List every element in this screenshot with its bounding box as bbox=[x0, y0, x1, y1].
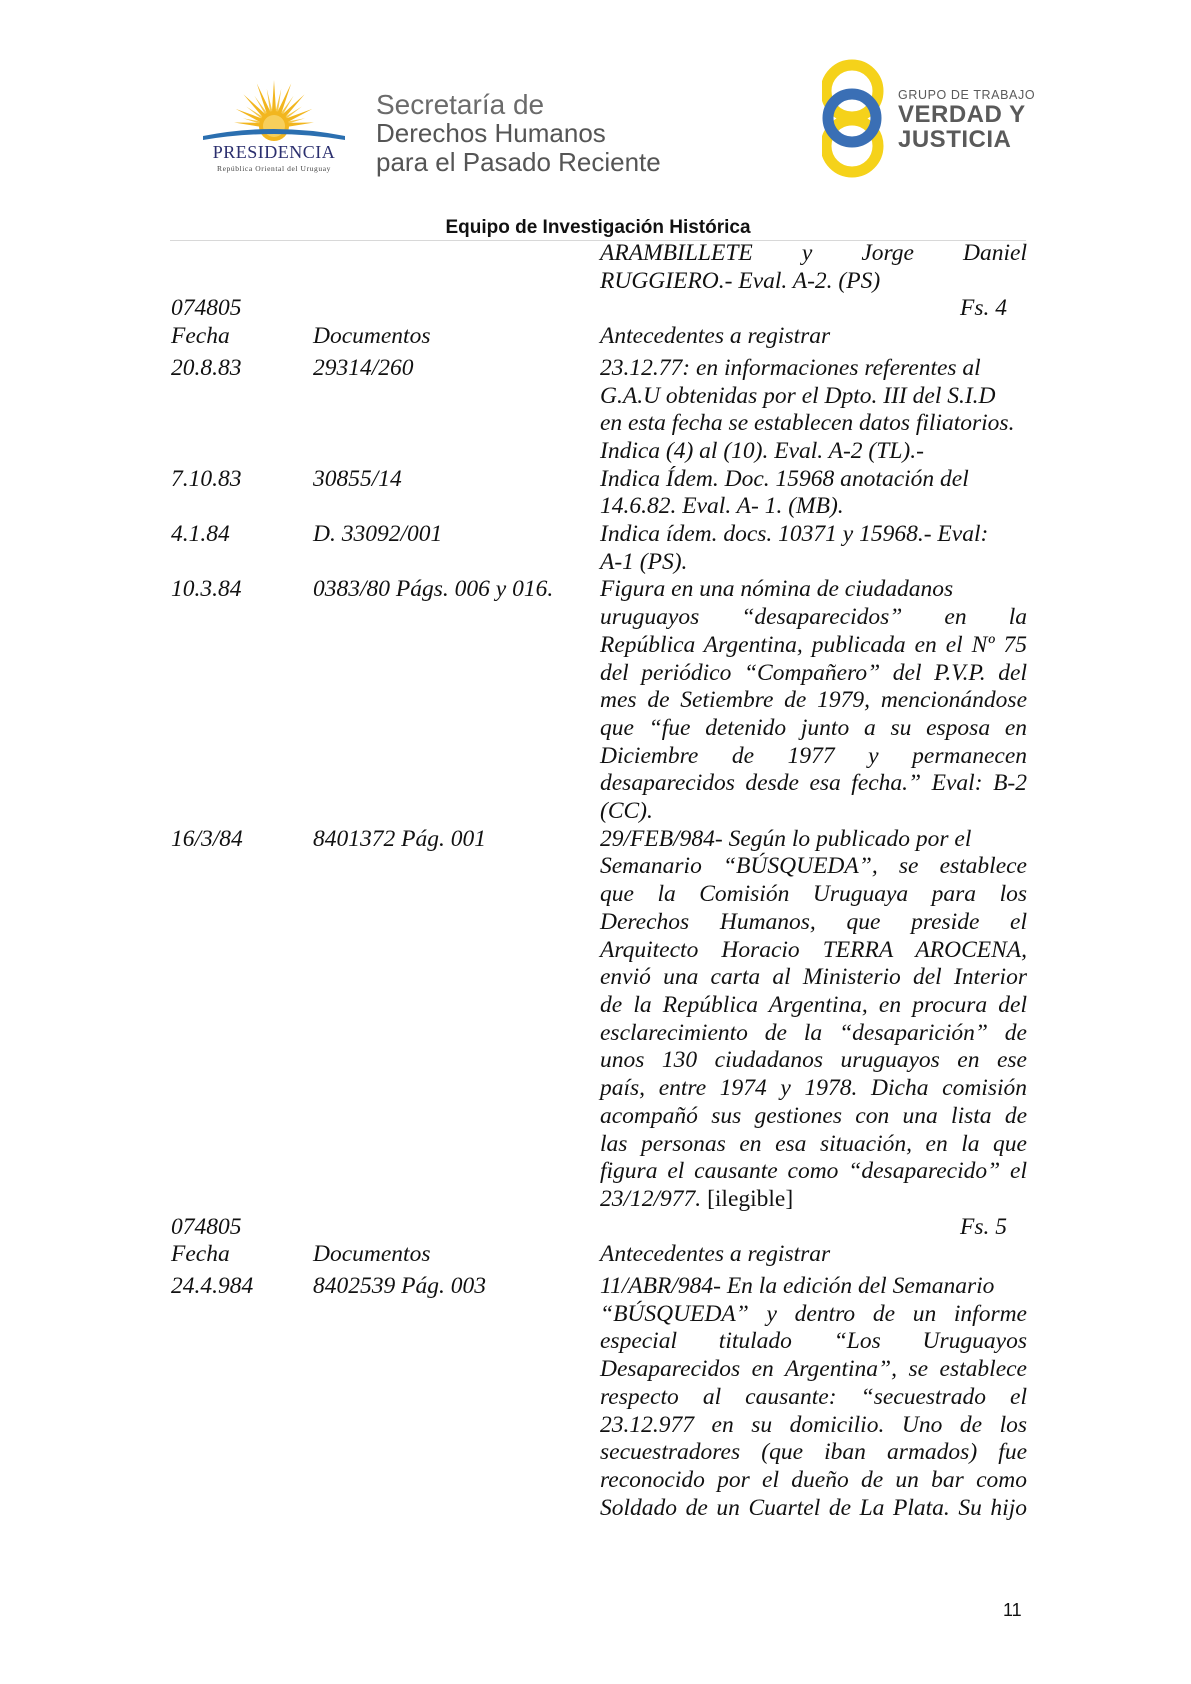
text-line: 23.12.77: en informaciones referentes al bbox=[600, 354, 981, 381]
text-line: 29/FEB/984- Según lo publicado por el bbox=[600, 825, 972, 852]
grupo-line-1: GRUPO DE TRABAJO bbox=[898, 88, 1036, 102]
row-fecha: 16/3/84 bbox=[171, 825, 243, 852]
text-line: uruguayos “desaparecidos” en la bbox=[600, 604, 1027, 631]
text-line: Indica Ídem. Doc. 15968 anotación del bbox=[600, 465, 969, 492]
file-number: 074805 bbox=[171, 295, 242, 322]
text-line: secuestradores (que iban armados) fue bbox=[600, 1439, 1027, 1466]
row-antecedentes bbox=[600, 826, 1027, 1214]
sun-emblem-icon bbox=[195, 78, 353, 148]
continuation-word: ARAMBILLETE bbox=[600, 240, 753, 266]
secretaria-title bbox=[376, 90, 661, 177]
text-line: Diciembre de 1977 y permanecen bbox=[600, 742, 1027, 769]
row-documento: 0383/80 Págs. 006 y 016. bbox=[313, 576, 554, 603]
row-fecha: 20.8.83 bbox=[171, 354, 242, 381]
file-header-line bbox=[171, 295, 1007, 323]
text-line: acompañó sus gestiones con una lista de bbox=[600, 1102, 1027, 1129]
page-number: 11 bbox=[1003, 1600, 1022, 1620]
row-fecha: 4.1.84 bbox=[171, 521, 230, 548]
continuation-row bbox=[171, 240, 1027, 295]
text-line: A-1 (PS). bbox=[600, 548, 688, 575]
row-documento: 29314/260 bbox=[313, 354, 414, 381]
illegible-note: [ilegible] bbox=[701, 1185, 794, 1212]
text-line: envió una carta al Ministerio del Interior bbox=[600, 964, 1027, 991]
column-header-fecha: Fecha bbox=[171, 1241, 230, 1268]
text-line: respecto al causante: “secuestrado el bbox=[600, 1383, 1027, 1410]
column-header-documentos: Documentos bbox=[313, 1241, 431, 1268]
row-antecedentes bbox=[600, 355, 1027, 466]
row-fecha: 7.10.83 bbox=[171, 465, 242, 492]
row-documento: 8401372 Pág. 001 bbox=[313, 825, 486, 852]
text-line: del periódico “Compañero” del P.V.P. del bbox=[600, 659, 1027, 686]
text-line: Soldado de un Cuartel de La Plata. Su hijo bbox=[600, 1494, 1027, 1521]
text-line: esclarecimiento de la “desaparición” de bbox=[600, 1019, 1027, 1046]
continuation-word: Jorge bbox=[861, 240, 914, 266]
presidencia-logo bbox=[195, 78, 353, 183]
secretaria-line-2: Derechos Humanos bbox=[376, 118, 606, 148]
table-row bbox=[171, 1273, 1027, 1522]
text-line: que la Comisión Uruguaya para los bbox=[600, 881, 1027, 908]
team-title: Equipo de Investigación Histórica bbox=[445, 217, 751, 238]
row-fecha: 10.3.84 bbox=[171, 576, 242, 603]
file-number: 074805 bbox=[171, 1213, 242, 1240]
text-line: en esta fecha se establecen datos filiatorios. bbox=[600, 410, 1015, 437]
column-header-documentos: Documentos bbox=[313, 323, 431, 350]
text-line: reconocido por el dueño de un bar como bbox=[600, 1466, 1027, 1493]
text-line: Indica ídem. docs. 10371 y 15968.- Eval: bbox=[600, 521, 989, 548]
text-line: Semanario “BÚSQUEDA”, se establece bbox=[600, 853, 1027, 880]
column-header-fecha: Fecha bbox=[171, 323, 230, 350]
text-line: que “fue detenido junto a su esposa en bbox=[600, 714, 1027, 741]
row-antecedentes bbox=[600, 466, 1027, 521]
text-line: G.A.U obtenidas por el Dpto. III del S.I.D bbox=[600, 382, 996, 409]
text-line: Arquitecto Horacio TERRA AROCENA, bbox=[600, 936, 1027, 963]
text-line: mes de Setiembre de 1979, mencionándose bbox=[600, 687, 1027, 714]
text-line bbox=[600, 1186, 1027, 1214]
column-header-antecedentes: Antecedentes a registrar bbox=[600, 1241, 831, 1268]
text-line: de la República Argentina, en procura del bbox=[600, 991, 1027, 1018]
table-row bbox=[171, 355, 1027, 466]
text-line: Figura en una nómina de ciudadanos bbox=[600, 576, 954, 603]
folio-number: Fs. 5 bbox=[960, 1213, 1007, 1240]
text-line: “BÚSQUEDA” y dentro de un informe bbox=[600, 1300, 1027, 1327]
text-line: Derechos Humanos, que preside el bbox=[600, 908, 1027, 935]
row-fecha: 24.4.984 bbox=[171, 1273, 254, 1300]
text-line: unos 130 ciudadanos uruguayos en ese bbox=[600, 1047, 1027, 1074]
column-headers bbox=[171, 323, 1027, 351]
text-line: 11/ABR/984- En la edición del Semanario bbox=[600, 1273, 995, 1300]
text-line: (CC). bbox=[600, 798, 653, 825]
text-line: desaparecidos desde esa fecha.” Eval: B-2 bbox=[600, 770, 1027, 797]
row-antecedentes bbox=[600, 521, 1027, 576]
row-antecedentes bbox=[600, 1273, 1027, 1522]
secretaria-line-1: Secretaría de bbox=[376, 89, 545, 120]
text-line: Indica (4) al (10). Eval. A-2 (TL).- bbox=[600, 437, 924, 464]
text-line: país, entre 1974 y 1978. Dicha comisión bbox=[600, 1075, 1027, 1102]
column-headers bbox=[171, 1241, 1027, 1269]
table-row bbox=[171, 466, 1027, 521]
file-header-line bbox=[171, 1214, 1007, 1242]
text-line: 14.6.82. Eval. A- 1. (MB). bbox=[600, 493, 844, 520]
row-antecedentes bbox=[600, 576, 1027, 825]
continuation-word: y bbox=[801, 240, 813, 266]
grupo-trabajo-title bbox=[898, 88, 1035, 152]
presidencia-label: PRESIDENCIA bbox=[212, 142, 336, 162]
text-line: especial titulado “Los Uruguayos bbox=[600, 1328, 1027, 1355]
grupo-line-2: VERDAD Y bbox=[898, 101, 1026, 128]
record-content bbox=[171, 240, 1027, 1522]
page-header bbox=[0, 0, 1191, 238]
row-documento: 30855/14 bbox=[313, 465, 402, 492]
secretaria-line-3: para el Pasado Reciente bbox=[376, 147, 661, 177]
folio-number: Fs. 4 bbox=[960, 295, 1007, 322]
continuation-text bbox=[600, 240, 1027, 295]
table-row bbox=[171, 576, 1027, 825]
column-header-antecedentes: Antecedentes a registrar bbox=[600, 323, 831, 350]
text-line: figura el causante como “desaparecido” el bbox=[600, 1158, 1027, 1185]
table-row bbox=[171, 826, 1027, 1214]
text-line: República Argentina, publicada en el Nº 75 bbox=[600, 631, 1027, 658]
continuation-line-1 bbox=[600, 240, 1027, 268]
text-line: Desaparecidos en Argentina”, se establece bbox=[600, 1356, 1027, 1383]
grupo-line-3: JUSTICIA bbox=[898, 126, 1012, 153]
text-line: 23.12.977 en su domicilio. Uno de los bbox=[600, 1411, 1027, 1438]
row-documento: D. 33092/001 bbox=[313, 521, 443, 548]
text-line: las personas en esa situación, en la que bbox=[600, 1130, 1027, 1157]
last-line-italic: 23/12/977. bbox=[600, 1185, 702, 1212]
continuation-line-2: RUGGIERO.- Eval. A-2. (PS) bbox=[600, 267, 881, 294]
presidencia-subtitle: República Oriental del Uruguay bbox=[216, 164, 331, 173]
table-row bbox=[171, 521, 1027, 576]
continuation-word: Daniel bbox=[963, 240, 1027, 266]
row-documento: 8402539 Pág. 003 bbox=[313, 1273, 486, 1300]
